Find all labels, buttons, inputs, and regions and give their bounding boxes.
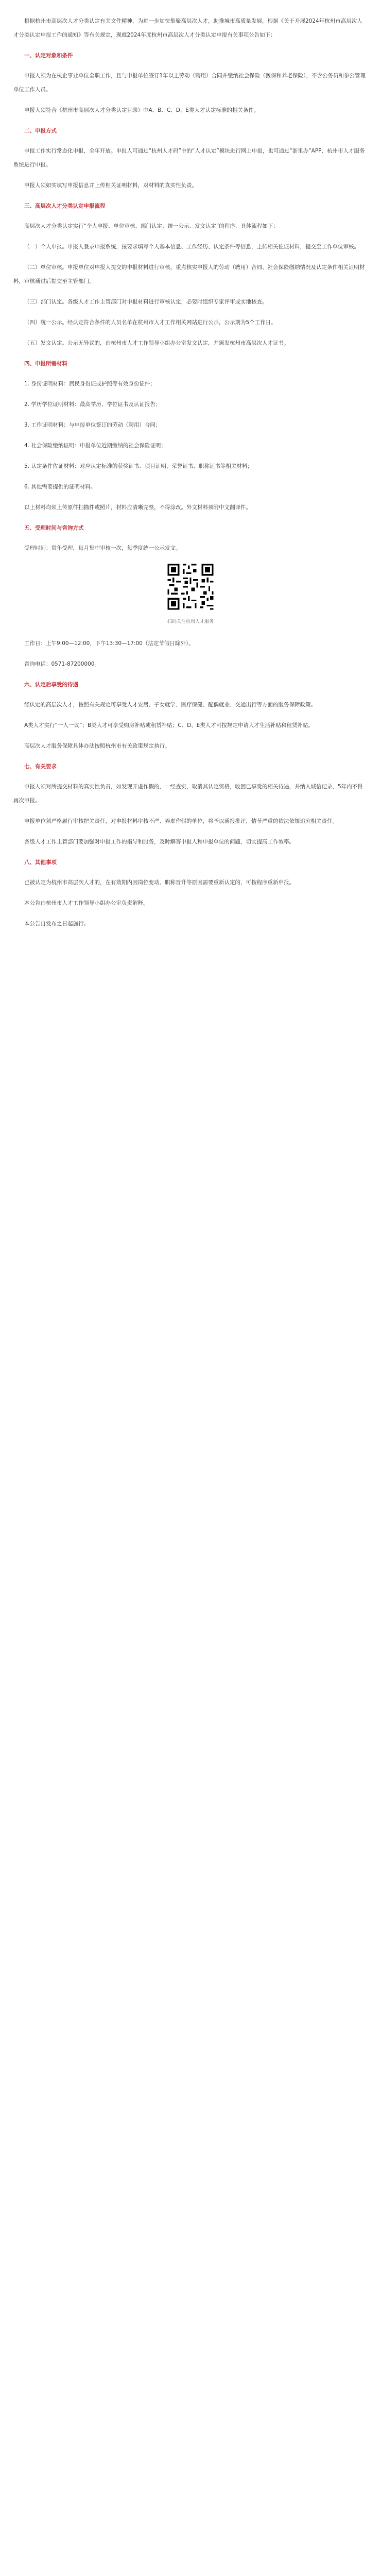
intro-paragraph: 根据杭州市高层次人才分类认定有关文件精神，为进一步加快集聚高层次人才，助推城市高质量发展，根据《关于开展2024年杭州市高层次人才分类认定申报工作的通知》等有关规定，现就2024年度杭州市高层次人才分类认定申报有关事项公告如下： — [13, 18, 362, 38]
section-1-paragraph-2: 申报人须符合《杭州市高层次人才分类认定目录》中A、B、C、D、E类人才认定标准的相关条件。 — [24, 107, 259, 113]
section-title-4: 四、申报所需材料 — [24, 361, 67, 367]
material-item-2: 2. 学历学位证明材料：最高学历、学位证书及认证报告； — [24, 401, 161, 408]
section-5-paragraph-1: 受理时间：常年受理，每月集中审核一次，每季度统一公示发文。 — [24, 545, 181, 551]
section-3-step-4: （四）统一公示。经认定符合条件的人员名单在杭州市人才工作相关网站进行公示，公示期为5个工作日。 — [24, 319, 276, 326]
section-title-3: 三、高层次人才分类认定申报流程 — [24, 203, 106, 209]
section-title-6: 六、认定后享受的待遇 — [24, 682, 78, 688]
material-note: 以上材料均须上传原件扫描件或照片，材料应清晰完整，不得涂改。外文材料须附中文翻译件。 — [24, 504, 251, 511]
section-8-paragraph-1: 已被认定为杭州市高层次人才的，在有效期内因岗位变动、职称晋升等原因需要重新认定的，可按程序重新申报。 — [24, 879, 295, 886]
section-3-step-3: （三）部门认定。各级人才工作主管部门对申报材料进行审核认定，必要时组织专家评审或实地核查。 — [24, 299, 268, 305]
section-title-8: 八、其他事项 — [24, 859, 57, 866]
section-6-paragraph-1: 经认定的高层次人才，按照有关规定可享受人才安居、子女就学、医疗保健、配偶就业、交通出行等方面的服务保障政策。 — [24, 702, 316, 708]
section-3-paragraph-1: 高层次人才分类认定实行“个人申报、单位审核、部门认定、统一公示、发文认定”的程序，具体流程如下： — [24, 223, 279, 229]
section-8-paragraph-3: 本公告自发布之日起施行。 — [24, 921, 89, 927]
section-8-paragraph-2: 本公告由杭州市人才工作领导小组办公室负责解释。 — [24, 900, 149, 906]
section-3-step-5: （五）发文认定。公示无异议的，由杭州市人才工作领导小组办公室发文认定，并颁发杭州市高层次人才证书。 — [24, 340, 289, 346]
section-title-7: 七、有关要求 — [24, 764, 57, 770]
section-1-paragraph-1: 申报人须为在杭企事业单位全职工作，且与申报单位签订1年以上劳动（聘用）合同并缴纳社会保险（医保和养老保险），不含公务员和参公管理单位工作人员。 — [13, 73, 366, 93]
material-item-1: 1. 身份证明材料：居民身份证或护照等有效身份证件； — [24, 381, 155, 387]
section-2-paragraph-2: 申报人须如实填写申报信息并上传相关证明材料，对材料的真实性负责。 — [24, 182, 197, 189]
section-5-paragraph-3: 咨询电话：0571-87200000。 — [24, 661, 100, 667]
material-item-6: 6. 其他需要提供的证明材料。 — [24, 484, 96, 490]
section-title-2: 二、申报方式 — [24, 128, 57, 134]
section-7-paragraph-1: 申报人须对所提交材料的真实性负责，如发现弄虚作假的，一经查实，取消其认定资格，收回已享受的相关待遇，并纳入诚信记录，5年内不得再次申报。 — [13, 784, 363, 804]
qr-block — [13, 562, 368, 626]
section-7-paragraph-3: 各级人才工作主管部门要加强对申报工作的指导和服务，及时解答申报人和申报单位的问题，切实提高工作效率。 — [24, 839, 295, 845]
section-6-paragraph-2: A类人才实行“一人一议”；B类人才可享受购房补贴或租赁补贴；C、D、E类人才可按规定申请人才生活补贴和租赁补贴。 — [24, 722, 314, 728]
material-item-3: 3. 工作证明材料：与申报单位签订的劳动（聘用）合同； — [24, 422, 161, 428]
qr-caption: 扫码关注杭州人才服务 — [167, 619, 214, 624]
section-7-paragraph-2: 申报单位须严格履行审核把关责任，对申报材料审核不严、弄虚作假的单位，将予以通报批评，情节严重的依法依规追究相关责任。 — [24, 818, 338, 824]
material-item-4: 4. 社会保险缴纳证明：申报单位近期缴纳的社会保险证明； — [24, 443, 166, 449]
section-3-step-1: （一）个人申报。申报人登录申报系统，按要求填写个人基本信息、工作经历、认定条件等信息，上传相关佐证材料，提交至工作单位审核。 — [24, 244, 359, 250]
section-title-5: 五、受理时间与咨询方式 — [24, 525, 84, 531]
material-item-5: 5. 认定条件佐证材料：对应认定标准的获奖证书、项目证明、荣誉证书、职称证书等相关材料； — [24, 463, 253, 469]
section-6-paragraph-3: 高层次人才服务保障具体办法按照杭州市有关政策规定执行。 — [24, 743, 170, 749]
section-5-paragraph-2: 工作日：上午9:00—12:00，下午13:30—17:00（法定节假日除外）。 — [24, 640, 194, 647]
qr-code-icon[interactable] — [166, 562, 215, 612]
section-2-paragraph-1: 申报工作实行常态化申报，全年开放。申报人可通过“杭州人才码”中的“人才认定”模块进行网上申报，也可通过“浙里办”APP、杭州市人才服务系统进行申报。 — [13, 148, 365, 168]
section-title-1: 一、认定对象和条件 — [24, 53, 73, 59]
section-3-step-2: （二）单位审核。申报单位对申报人提交的申报材料进行审核，重点核实申报人的劳动（聘用）合同、社会保险缴纳情况及认定条件相关证明材料，审核通过后提交至主管部门。 — [13, 264, 365, 284]
